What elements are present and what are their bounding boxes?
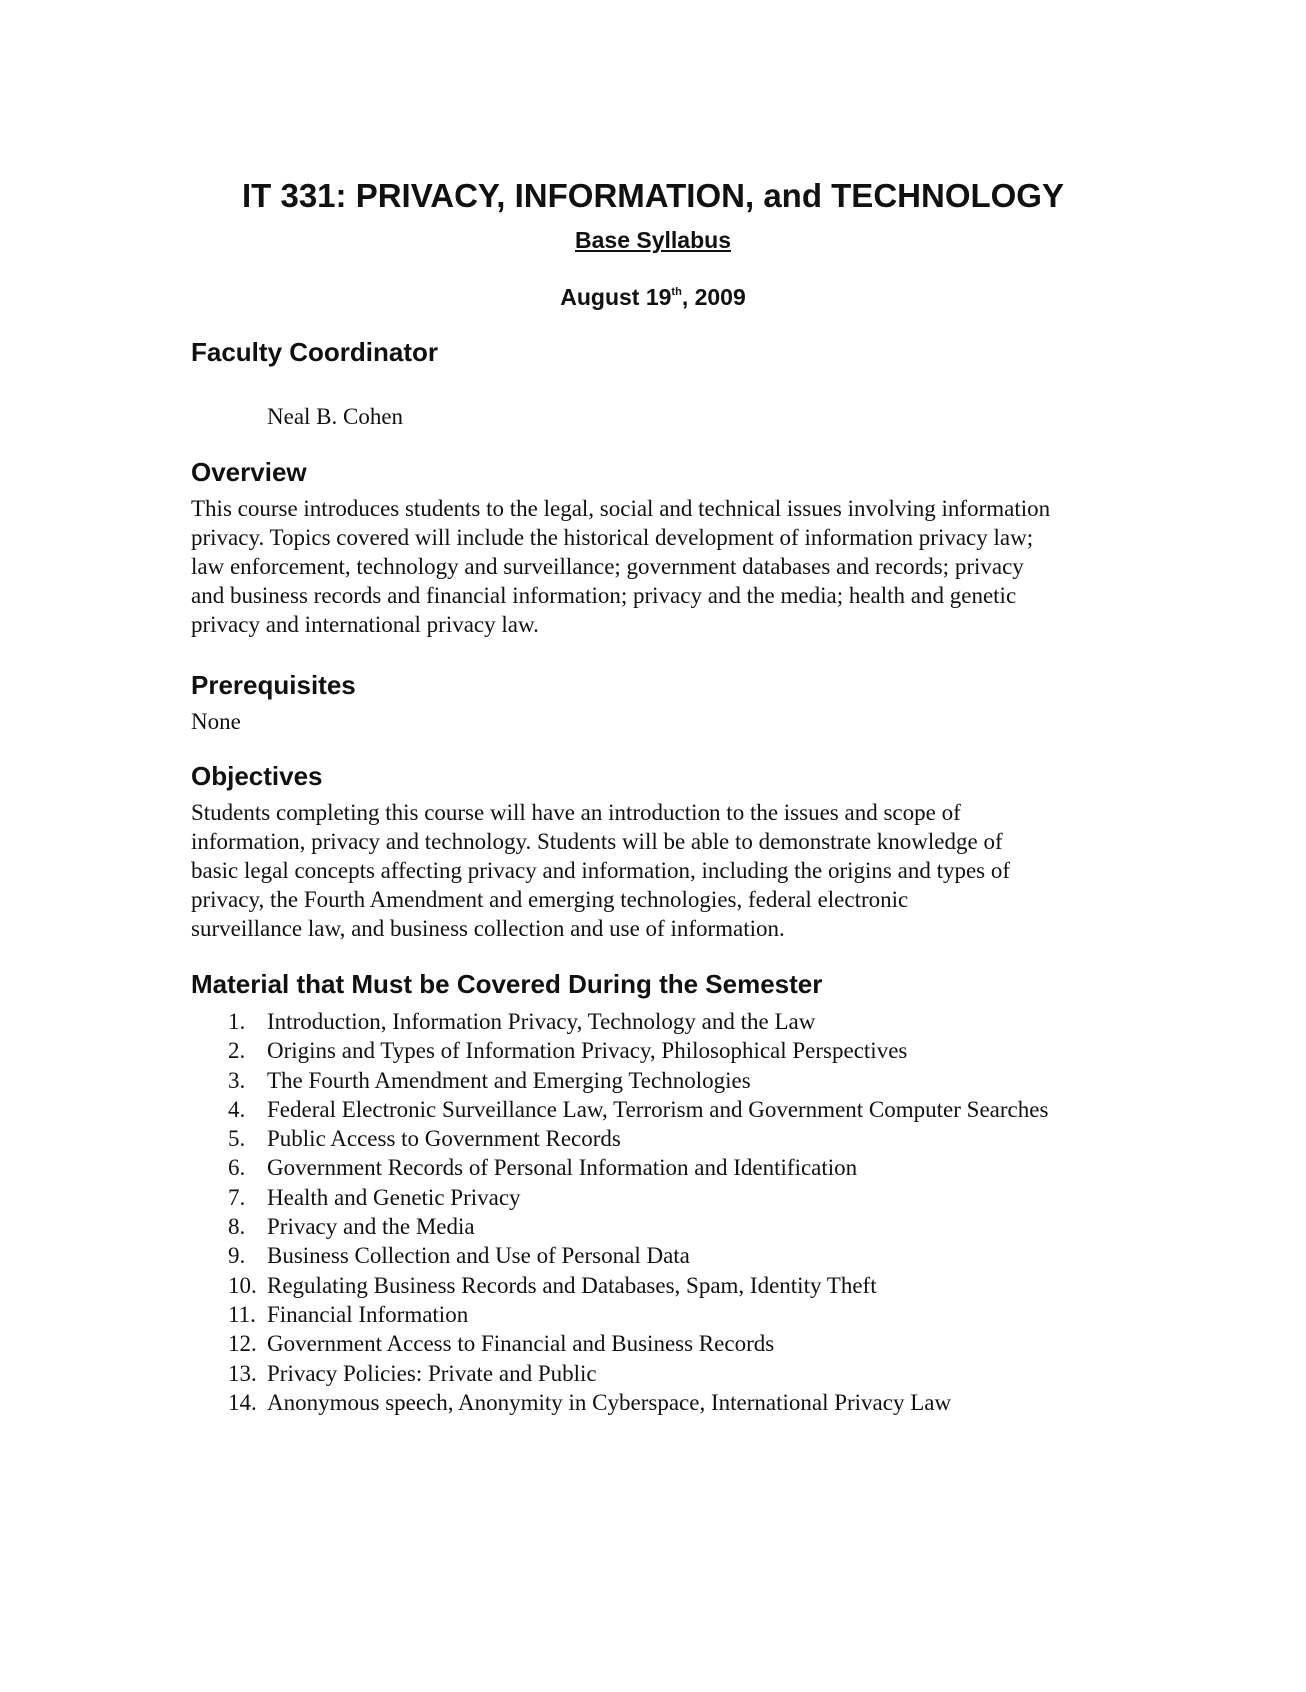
overview-text: This course introduces students to the legal, social and technical issues involving information privacy. Topics covered will include the historical development of information privacy law; law enforcement, technology and surveillance; government databases and records; privacy and business records and financial information; privacy and the media; health and genetic privacy and international privacy law. [191, 496, 1051, 637]
topic-text: Introduction, Information Privacy, Technology and the Law [267, 1009, 816, 1034]
document-title: IT 331: PRIVACY, INFORMATION, and TECHNOLOGY [241, 177, 1064, 214]
document-date [0, 283, 1306, 311]
topic-number: 13. [228, 1360, 257, 1386]
date-year: , 2009 [681, 284, 746, 310]
topic-text: Financial Information [267, 1301, 469, 1327]
topic-item [191, 1095, 1091, 1124]
topic-text: The Fourth Amendment and Emerging Technologies [267, 1067, 751, 1093]
topic-item [191, 1241, 1091, 1270]
topic-item [191, 1300, 1091, 1329]
topic-number: 9. [228, 1243, 246, 1269]
topic-item [191, 1036, 1091, 1065]
topic-number: 6. [228, 1155, 246, 1181]
topic-text: Privacy Policies: Private and Public [267, 1360, 597, 1386]
topic-item [191, 1212, 1091, 1241]
topic-number: 8. [228, 1214, 246, 1240]
topic-item [191, 1359, 1091, 1388]
faculty-name: Neal B. Cohen [267, 404, 404, 429]
prerequisites-text: None [191, 709, 241, 734]
topic-number: 12. [228, 1331, 257, 1357]
topic-item [191, 1153, 1091, 1182]
topic-number: 7. [228, 1184, 246, 1210]
topic-number: 10. [228, 1272, 257, 1298]
topic-number: 14. [228, 1389, 257, 1415]
topic-number: 3. [228, 1067, 246, 1093]
topic-text: Government Records of Personal Information and Identification [267, 1155, 858, 1181]
prerequisites-heading: Prerequisites [191, 670, 356, 700]
topic-item [191, 1183, 1091, 1212]
topic-number: 1. [228, 1009, 246, 1034]
objectives-heading: Objectives [191, 761, 323, 791]
faculty-heading: Faculty Coordinator [191, 337, 439, 367]
date-suffix: th [671, 286, 682, 298]
topic-number: 2. [228, 1038, 246, 1064]
topic-number: 5. [228, 1126, 246, 1152]
topic-text: Regulating Business Records and Databases, Spam, Identity Theft [267, 1272, 877, 1298]
topic-item [191, 1124, 1091, 1153]
topic-item [191, 1007, 1091, 1036]
topic-number: 11. [228, 1301, 256, 1327]
topic-text: Federal Electronic Surveillance Law, Terrorism and Government Computer Searches [267, 1096, 1049, 1122]
topic-number: 4. [228, 1096, 246, 1122]
topic-text: Business Collection and Use of Personal Data [267, 1243, 690, 1269]
overview-heading: Overview [191, 457, 307, 487]
topic-text: Anonymous speech, Anonymity in Cyberspace, International Privacy Law [267, 1389, 952, 1415]
date-month-day: August 19 [560, 284, 672, 310]
topic-item [191, 1329, 1091, 1358]
objectives-text: Students completing this course will have an introduction to the issues and scope of information, privacy and technology. Students will be able to demonstrate knowledge of basic legal concepts affecting privacy and information, including the origins and types of privacy, the Fourth Amendment and emerging technologies, federal electronic surveillance law, and business collection and use of information. [191, 800, 1011, 941]
topic-text: Health and Genetic Privacy [267, 1184, 521, 1210]
topic-text: Public Access to Government Records [267, 1126, 621, 1152]
topic-item [191, 1066, 1091, 1095]
topic-text: Privacy and the Media [267, 1214, 475, 1240]
topic-text: Origins and Types of Information Privacy, Philosophical Perspectives [267, 1038, 908, 1064]
document-subtitle: Base Syllabus [575, 227, 731, 253]
topic-item [191, 1271, 1091, 1300]
topic-list [191, 1007, 1091, 1417]
topic-text: Government Access to Financial and Business Records [267, 1331, 775, 1357]
topic-item [191, 1388, 1091, 1417]
material-heading: Material that Must be Covered During the Semester [191, 969, 823, 999]
